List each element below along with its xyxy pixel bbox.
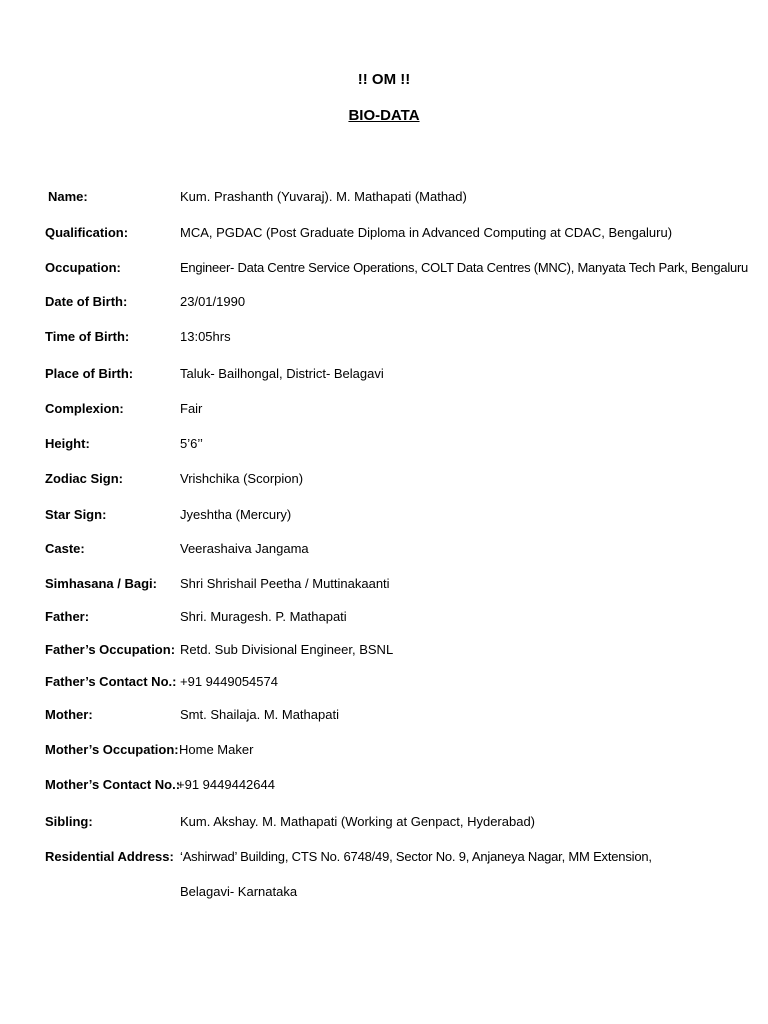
mother-occupation-label: Mother’s Occupation: [45, 742, 179, 757]
complexion-label: Complexion: [45, 401, 124, 416]
row-height [0, 436, 768, 456]
height-label: Height: [45, 436, 90, 451]
row-residential-address [0, 849, 768, 869]
name-value: Kum. Prashanth (Yuvaraj). M. Mathapati (Mathad) [180, 189, 467, 204]
father-contact-value: +91 9449054574 [180, 674, 278, 689]
father-value: Shri. Muragesh. P. Mathapati [180, 609, 347, 624]
row-date-of-birth [0, 294, 768, 314]
row-father-occupation [0, 642, 768, 662]
row-caste [0, 541, 768, 561]
place-of-birth-value: Taluk- Bailhongal, District- Belagavi [180, 366, 384, 381]
row-qualification [0, 225, 768, 245]
residential-address-line1: ‘Ashirwad’ Building, CTS No. 6748/49, Sector No. 9, Anjaneya Nagar, MM Extension, [180, 849, 652, 864]
mother-label: Mother: [45, 707, 93, 722]
name-label: Name: [48, 189, 88, 204]
occupation-label: Occupation: [45, 260, 121, 275]
mother-occupation-value: Home Maker [179, 742, 254, 757]
date-of-birth-label: Date of Birth: [45, 294, 128, 309]
zodiac-sign-value: Vrishchika (Scorpion) [180, 471, 304, 486]
row-mother-occupation [0, 742, 768, 762]
mother-contact-label: Mother’s Contact No.: [45, 777, 181, 792]
row-time-of-birth [0, 329, 768, 349]
row-occupation [0, 260, 768, 280]
occupation-value: Engineer- Data Centre Service Operations, COLT Data Centres (MNC), Manyata Tech Park, Bengaluru [180, 260, 749, 275]
row-simhasana [0, 576, 768, 596]
time-of-birth-value: 13:05hrs [180, 329, 231, 344]
date-of-birth-value: 23/01/1990 [180, 294, 246, 309]
row-mother-contact [0, 777, 768, 797]
caste-value: Veerashaiva Jangama [180, 541, 309, 556]
time-of-birth-label: Time of Birth: [45, 329, 130, 344]
place-of-birth-label: Place of Birth: [45, 366, 134, 381]
row-father-contact [0, 674, 768, 694]
row-father [0, 609, 768, 629]
simhasana-label: Simhasana / Bagi: [45, 576, 157, 591]
complexion-value: Fair [180, 401, 203, 416]
qualification-label: Qualification: [45, 225, 129, 240]
page-title: BIO-DATA [348, 107, 420, 124]
row-mother [0, 707, 768, 727]
residential-address-line2: Belagavi- Karnataka [180, 884, 298, 899]
om-heading: !! OM !! [357, 71, 411, 88]
sibling-label: Sibling: [45, 814, 93, 829]
row-star-sign [0, 507, 768, 527]
star-sign-label: Star Sign: [45, 507, 107, 522]
height-value: 5’6’’ [180, 436, 203, 451]
row-name [0, 189, 768, 209]
father-occupation-label: Father’s Occupation: [45, 642, 176, 657]
row-residential-address-continued [0, 884, 768, 904]
row-complexion [0, 401, 768, 421]
father-contact-label: Father’s Contact No.: [45, 674, 177, 689]
row-place-of-birth [0, 366, 768, 386]
row-sibling [0, 814, 768, 834]
father-label: Father: [45, 609, 90, 624]
father-occupation-value: Retd. Sub Divisional Engineer, BSNL [180, 642, 394, 657]
star-sign-value: Jyeshtha (Mercury) [180, 507, 292, 522]
simhasana-value: Shri Shrishail Peetha / Muttinakaanti [180, 576, 390, 591]
mother-value: Smt. Shailaja. M. Mathapati [180, 707, 339, 722]
residential-address-label: Residential Address: [45, 849, 174, 864]
sibling-value: Kum. Akshay. M. Mathapati (Working at Genpact, Hyderabad) [180, 814, 536, 829]
mother-contact-value: +91 9449442644 [177, 777, 275, 792]
qualification-value: MCA, PGDAC (Post Graduate Diploma in Advanced Computing at CDAC, Bengaluru) [180, 225, 673, 240]
zodiac-sign-label: Zodiac Sign: [45, 471, 123, 486]
caste-label: Caste: [45, 541, 85, 556]
row-zodiac-sign [0, 471, 768, 491]
